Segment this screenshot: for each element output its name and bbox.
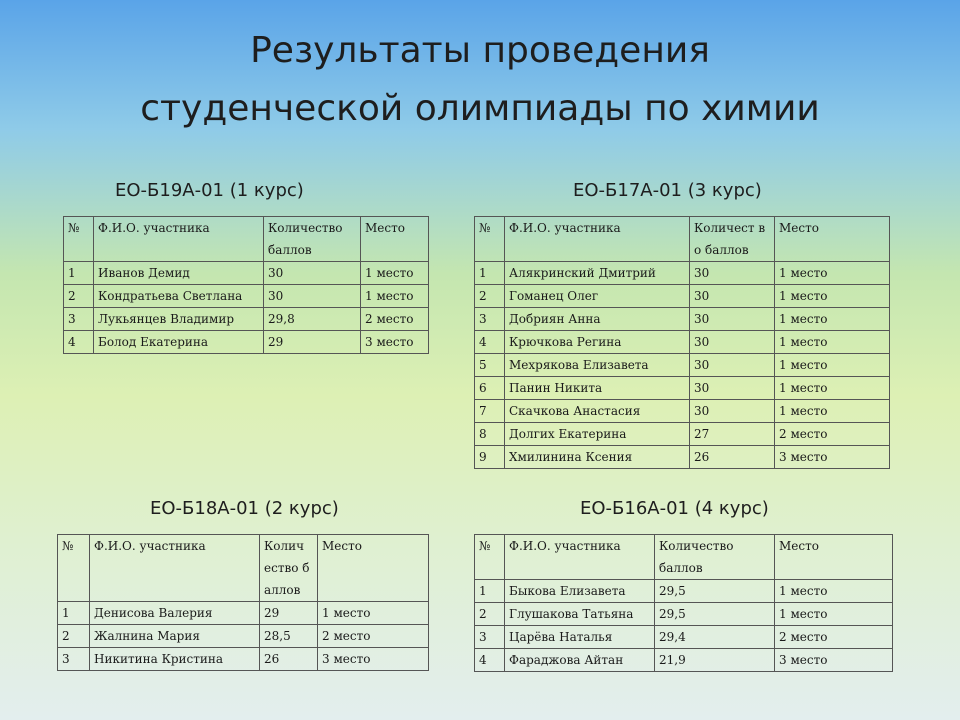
- table-row: [64, 285, 429, 308]
- participant-name: Долгих Екатерина: [505, 423, 690, 446]
- place-value: 1 место: [775, 354, 890, 377]
- score-value: 29,5: [655, 580, 775, 603]
- score-value: 29: [264, 331, 361, 354]
- row-number: 1: [58, 602, 90, 625]
- row-number: 2: [475, 285, 505, 308]
- header-place: Место: [775, 535, 893, 580]
- place-value: 3 место: [361, 331, 429, 354]
- results-table-b19: [63, 216, 429, 354]
- slide-title-line-1: Результаты проведения: [250, 30, 710, 71]
- participant-name: Кондратьева Светлана: [94, 285, 264, 308]
- participant-name: Денисова Валерия: [90, 602, 260, 625]
- score-value: 29,8: [264, 308, 361, 331]
- header-name: Ф.И.О. участника: [505, 535, 655, 580]
- place-value: 1 место: [775, 331, 890, 354]
- participant-name: Добриян Анна: [505, 308, 690, 331]
- place-value: 2 место: [361, 308, 429, 331]
- table-header-row: [475, 535, 893, 580]
- results-table-b18: [57, 534, 429, 671]
- header-score: Количество баллов: [655, 535, 775, 580]
- score-value: 26: [690, 446, 775, 469]
- place-value: 1 место: [775, 580, 893, 603]
- participant-name: Глушакова Татьяна: [505, 603, 655, 626]
- group-title-b17: ЕО-Б17А-01 (3 курс): [573, 180, 762, 201]
- table-row: [58, 648, 429, 671]
- participant-name: Фараджова Айтан: [505, 649, 655, 672]
- row-number: 3: [58, 648, 90, 671]
- table-row: [475, 285, 890, 308]
- row-number: 2: [64, 285, 94, 308]
- score-value: 21,9: [655, 649, 775, 672]
- place-value: 3 место: [318, 648, 429, 671]
- header-name: Ф.И.О. участника: [94, 217, 264, 262]
- place-value: 1 место: [318, 602, 429, 625]
- participant-name: Мехрякова Елизавета: [505, 354, 690, 377]
- table-row: [64, 308, 429, 331]
- table-header-row: [58, 535, 429, 602]
- table-row: [475, 400, 890, 423]
- score-value: 30: [690, 331, 775, 354]
- header-num: №: [58, 535, 90, 602]
- row-number: 4: [475, 649, 505, 672]
- row-number: 1: [475, 262, 505, 285]
- participant-name: Никитина Кристина: [90, 648, 260, 671]
- header-place: Место: [775, 217, 890, 262]
- row-number: 3: [64, 308, 94, 331]
- row-number: 2: [58, 625, 90, 648]
- participant-name: Гоманец Олег: [505, 285, 690, 308]
- group-title-b19: ЕО-Б19А-01 (1 курс): [115, 180, 304, 201]
- place-value: 3 место: [775, 649, 893, 672]
- slide-title-line-2: студенческой олимпиады по химии: [140, 88, 820, 129]
- score-value: 27: [690, 423, 775, 446]
- header-place: Место: [318, 535, 429, 602]
- group-title-b18: ЕО-Б18А-01 (2 курс): [150, 498, 339, 519]
- row-number: 6: [475, 377, 505, 400]
- score-value: 30: [690, 377, 775, 400]
- participant-name: Царёва Наталья: [505, 626, 655, 649]
- row-number: 7: [475, 400, 505, 423]
- place-value: 3 место: [775, 446, 890, 469]
- place-value: 1 место: [775, 377, 890, 400]
- header-name: Ф.И.О. участника: [90, 535, 260, 602]
- place-value: 2 место: [775, 423, 890, 446]
- participant-name: Алякринский Дмитрий: [505, 262, 690, 285]
- group-title-b16: ЕО-Б16А-01 (4 курс): [580, 498, 769, 519]
- place-value: 1 место: [775, 400, 890, 423]
- score-value: 30: [690, 262, 775, 285]
- row-number: 4: [475, 331, 505, 354]
- row-number: 5: [475, 354, 505, 377]
- header-name: Ф.И.О. участника: [505, 217, 690, 262]
- row-number: 2: [475, 603, 505, 626]
- participant-name: Крючкова Регина: [505, 331, 690, 354]
- table-row: [475, 626, 893, 649]
- table-row: [475, 580, 893, 603]
- table-row: [475, 377, 890, 400]
- header-score: Количество баллов: [264, 217, 361, 262]
- participant-name: Быкова Елизавета: [505, 580, 655, 603]
- header-place: Место: [361, 217, 429, 262]
- header-score: Колич ество баллов: [260, 535, 318, 602]
- header-num: №: [475, 535, 505, 580]
- slide-title: [0, 22, 960, 138]
- table-row: [58, 625, 429, 648]
- header-num: №: [64, 217, 94, 262]
- table-row: [475, 308, 890, 331]
- table-row: [64, 262, 429, 285]
- participant-name: Жалнина Мария: [90, 625, 260, 648]
- place-value: 2 место: [775, 626, 893, 649]
- table-row: [475, 649, 893, 672]
- score-value: 30: [690, 308, 775, 331]
- table-row: [475, 262, 890, 285]
- row-number: 1: [475, 580, 505, 603]
- participant-name: Лукьянцев Владимир: [94, 308, 264, 331]
- score-value: 28,5: [260, 625, 318, 648]
- row-number: 3: [475, 626, 505, 649]
- place-value: 1 место: [775, 603, 893, 626]
- place-value: 1 место: [361, 262, 429, 285]
- results-table-b17: [474, 216, 890, 469]
- table-header-row: [475, 217, 890, 262]
- place-value: 2 место: [318, 625, 429, 648]
- row-number: 3: [475, 308, 505, 331]
- results-table-b16: [474, 534, 893, 672]
- table-row: [58, 602, 429, 625]
- place-value: 1 место: [775, 308, 890, 331]
- score-value: 29,5: [655, 603, 775, 626]
- participant-name: Болод Екатерина: [94, 331, 264, 354]
- score-value: 30: [690, 400, 775, 423]
- table-header-row: [64, 217, 429, 262]
- row-number: 8: [475, 423, 505, 446]
- table-row: [475, 354, 890, 377]
- header-num: №: [475, 217, 505, 262]
- table-row: [475, 331, 890, 354]
- score-value: 30: [264, 285, 361, 308]
- row-number: 9: [475, 446, 505, 469]
- place-value: 1 место: [361, 285, 429, 308]
- score-value: 29: [260, 602, 318, 625]
- place-value: 1 место: [775, 285, 890, 308]
- header-score: Количест во баллов: [690, 217, 775, 262]
- place-value: 1 место: [775, 262, 890, 285]
- participant-name: Иванов Демид: [94, 262, 264, 285]
- score-value: 30: [264, 262, 361, 285]
- score-value: 30: [690, 354, 775, 377]
- row-number: 1: [64, 262, 94, 285]
- participant-name: Панин Никита: [505, 377, 690, 400]
- table-row: [475, 603, 893, 626]
- score-value: 29,4: [655, 626, 775, 649]
- score-value: 30: [690, 285, 775, 308]
- table-row: [64, 331, 429, 354]
- participant-name: Скачкова Анастасия: [505, 400, 690, 423]
- score-value: 26: [260, 648, 318, 671]
- table-row: [475, 423, 890, 446]
- row-number: 4: [64, 331, 94, 354]
- participant-name: Хмилинина Ксения: [505, 446, 690, 469]
- table-row: [475, 446, 890, 469]
